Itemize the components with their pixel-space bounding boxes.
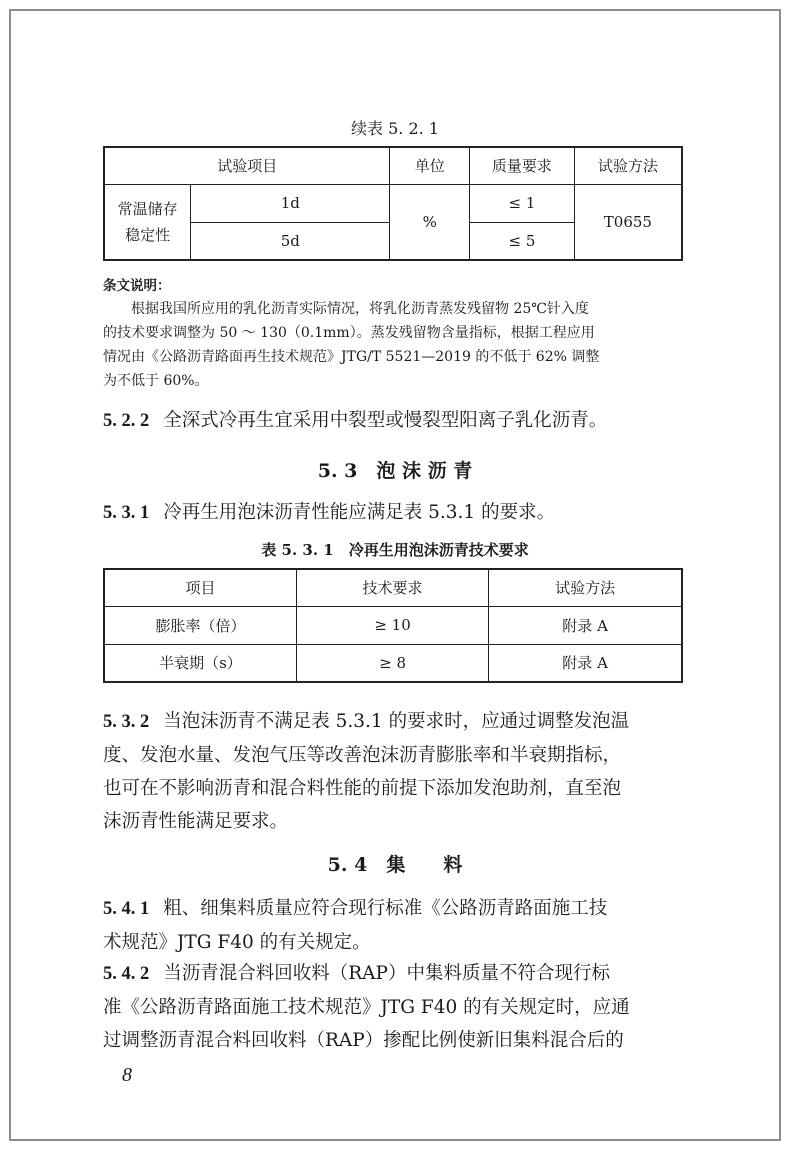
item-line-2: 稳定性 [125, 225, 171, 244]
clause-line [103, 957, 703, 991]
table-row [104, 606, 682, 644]
clause-number: 5. 2. 2 [103, 411, 150, 431]
clause-text: 冷再生用泡沫沥青性能应满足表 5.3.1 的要求。 [163, 502, 556, 523]
clause-number: 5. 4. 2 [103, 964, 150, 984]
section-5-3-title: 5. 3 泡 沫 沥 青 [317, 460, 473, 482]
clause-number: 5. 4. 1 [103, 899, 150, 919]
note-line: 情况由《公路沥青路面再生技术规范》JTG/T 5521—2019 的不低于 62% 调整 [103, 349, 600, 365]
clause-text: 全深式冷再生宜采用中裂型或慢裂型阳离子乳化沥青。 [163, 410, 608, 431]
table-row [104, 644, 682, 682]
note-title: 条文说明： [103, 278, 171, 294]
header-method: 试验方法 [574, 147, 682, 184]
cell-method: 附录 A [489, 606, 682, 644]
header-quality: 质量要求 [470, 147, 575, 184]
clause-5-3-1 [103, 496, 703, 530]
clause-5-3-2 [103, 705, 703, 838]
table-5-3-1-title: 表 5. 3. 1 冷再生用泡沫沥青技术要求 [261, 541, 529, 559]
note-line: 的技术要求调整为 50 ～ 130（0.1mm）。蒸发残留物含量指标，根据工程应用 [103, 325, 595, 341]
item-line-1: 常温储存 [117, 199, 178, 218]
note-line: 为不低于 60%。 [103, 373, 209, 389]
clause-line: 沫沥青性能满足要求。 [103, 811, 289, 832]
table-5-3-1 [103, 568, 683, 683]
cell-method: 附录 A [489, 644, 682, 682]
header-item: 项目 [104, 569, 296, 606]
section-5-4-title: 5. 4 集 料 [327, 854, 463, 876]
clause-number: 5. 3. 2 [103, 712, 150, 732]
header-unit: 单位 [390, 147, 470, 184]
cell-method: T0655 [574, 184, 682, 260]
page-number: 8 [122, 1064, 132, 1086]
clause-line: 术规范》JTG F40 的有关规定。 [103, 932, 371, 953]
cell-unit: % [390, 184, 470, 260]
cell-item: 半衰期（s） [104, 644, 296, 682]
cell-req-2: ≤ 5 [470, 222, 575, 260]
cell-storage-stability [104, 184, 191, 260]
cell-5d: 5d [191, 222, 390, 260]
clause-line: 度、发泡水量、发泡气压等改善泡沫沥青膨胀率和半衰期指标， [103, 745, 622, 766]
clause-text: 粗、细集料质量应符合现行标准《公路沥青路面施工技 [163, 898, 608, 919]
clause-line [103, 892, 703, 926]
clause-line [103, 705, 703, 739]
note-line: 根据我国所应用的乳化沥青实际情况，将乳化沥青蒸发残留物 25℃针入度 [131, 301, 589, 317]
clause-line: 准《公路沥青路面施工技术规范》JTG F40 的有关规定时，应通 [103, 997, 630, 1018]
clause-text: 当沥青混合料回收料（RAP）中集料质量不符合现行标 [163, 963, 610, 984]
clause-5-4-1 [103, 892, 703, 959]
cell-req-1: ≤ 1 [470, 184, 575, 222]
cell-requirement: ≥ 10 [296, 606, 488, 644]
clause-line: 也可在不影响沥青和混合料性能的前提下添加发泡助剂，直至泡 [103, 778, 622, 799]
clause-text: 当泡沫沥青不满足表 5.3.1 的要求时，应通过调整发泡温 [163, 711, 630, 732]
clause-5-4-2 [103, 957, 703, 1057]
cell-requirement: ≥ 8 [296, 644, 488, 682]
header-test-item: 试验项目 [104, 147, 390, 184]
clause-5-2-2 [103, 404, 703, 438]
note-body [103, 297, 693, 393]
header-requirement: 技术要求 [296, 569, 488, 606]
table-caption: 续表 5. 2. 1 [351, 119, 439, 138]
header-method: 试验方法 [489, 569, 682, 606]
table-5-2-1 [103, 146, 683, 261]
cell-1d: 1d [191, 184, 390, 222]
cell-item: 膨胀率（倍） [104, 606, 296, 644]
clause-line: 过调整沥青混合料回收料（RAP）掺配比例使新旧集料混合后的 [103, 1030, 624, 1051]
clause-number: 5. 3. 1 [103, 503, 150, 523]
